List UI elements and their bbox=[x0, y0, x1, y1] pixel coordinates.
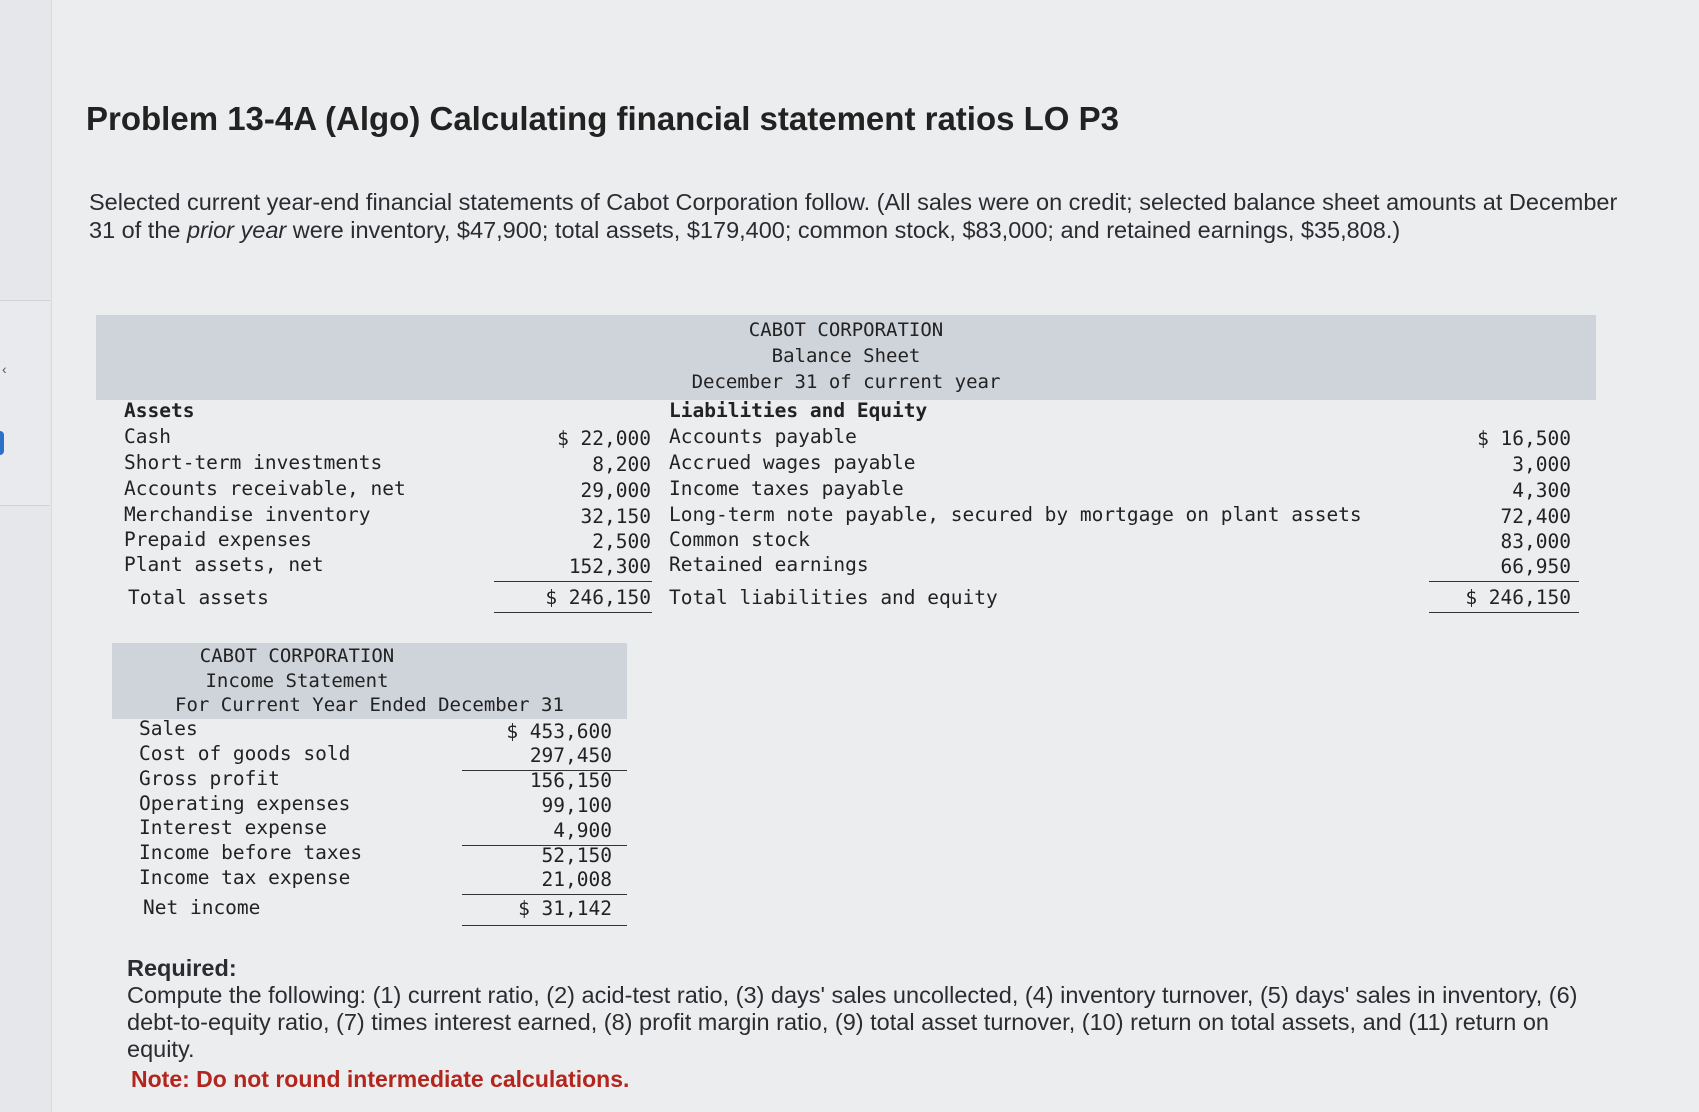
is-company: CABOT CORPORATION bbox=[199, 645, 395, 667]
is-row-value: 4,900 bbox=[553, 819, 612, 842]
problem-intro bbox=[89, 188, 1634, 244]
liability-label: Long-term note payable, secured by mortgage on plant assets bbox=[669, 503, 1362, 526]
asset-label: Plant assets, net bbox=[124, 553, 324, 576]
is-row-label: Gross profit bbox=[139, 767, 280, 790]
is-row-label: Sales bbox=[139, 717, 198, 740]
liabilities-total-rule bbox=[1429, 612, 1579, 613]
liability-value: 83,000 bbox=[1500, 530, 1571, 553]
liability-label: Retained earnings bbox=[669, 553, 869, 576]
liability-value: 72,400 bbox=[1500, 505, 1571, 528]
is-rule-total bbox=[462, 925, 627, 926]
balance-sheet-header bbox=[96, 315, 1596, 400]
required-label: Required: bbox=[127, 955, 237, 981]
problem-title: Problem 13-4A (Algo) Calculating financial statement ratios LO P3 bbox=[86, 100, 1119, 137]
total-assets-value: $ 246,150 bbox=[545, 586, 651, 609]
liability-value: 4,300 bbox=[1512, 479, 1571, 502]
asset-value: 29,000 bbox=[580, 479, 651, 502]
asset-value: 32,150 bbox=[580, 505, 651, 528]
asset-label: Cash bbox=[124, 425, 171, 448]
left-panel-strip bbox=[0, 0, 52, 1112]
liability-value: 66,950 bbox=[1500, 555, 1571, 578]
asset-value: $ 22,000 bbox=[557, 427, 651, 450]
is-row-value: $ 453,600 bbox=[506, 720, 612, 743]
bs-company: CABOT CORPORATION bbox=[748, 319, 944, 341]
intro-text-2: were inventory, $47,900; total assets, $179,400; common stock, $83,000; and retained earnings, $35,808.) bbox=[286, 217, 1401, 243]
liability-label: Common stock bbox=[669, 528, 810, 551]
is-row-label: Net income bbox=[143, 896, 261, 919]
is-row-value: 21,008 bbox=[541, 868, 612, 891]
assets-subtotal-rule bbox=[494, 581, 652, 582]
asset-label: Merchandise inventory bbox=[124, 503, 371, 526]
intro-text-1: Selected current year-end financial statements of Cabot Corporation follow. (All sales were on credit; selected balance sheet amounts at December 31 of the bbox=[89, 189, 1618, 243]
side-tab[interactable] bbox=[0, 300, 50, 506]
is-rule-net bbox=[462, 894, 627, 895]
income-statement bbox=[112, 643, 632, 933]
asset-value: 152,300 bbox=[568, 555, 651, 578]
asset-value: 8,200 bbox=[592, 453, 651, 476]
liability-label: Income taxes payable bbox=[669, 477, 904, 500]
total-liabilities-label: Total liabilities and equity bbox=[669, 586, 998, 609]
liabilities-subtotal-rule bbox=[1429, 581, 1579, 582]
is-row-label: Operating expenses bbox=[139, 792, 351, 815]
is-row-label: Income before taxes bbox=[139, 841, 363, 864]
indicator-icon bbox=[0, 431, 4, 455]
asset-value: 2,500 bbox=[592, 530, 651, 553]
bs-date: December 31 of current year bbox=[691, 371, 1001, 393]
is-row-value: 99,100 bbox=[541, 794, 612, 817]
is-row-value: $ 31,142 bbox=[518, 897, 612, 920]
note-text: Note: Do not round intermediate calculations. bbox=[131, 1066, 630, 1092]
bs-statement: Balance Sheet bbox=[771, 345, 921, 367]
is-row-value: 156,150 bbox=[529, 769, 612, 792]
is-statement: Income Statement bbox=[205, 670, 389, 692]
is-row-label: Income tax expense bbox=[139, 866, 351, 889]
total-liabilities-value: $ 246,150 bbox=[1465, 586, 1571, 609]
is-period: For Current Year Ended December 31 bbox=[175, 694, 564, 716]
total-assets-label: Total assets bbox=[128, 586, 269, 609]
balance-sheet bbox=[96, 315, 1596, 615]
chevron-icon: ‹ bbox=[2, 361, 7, 377]
assets-total-rule bbox=[494, 612, 652, 613]
is-row-value: 52,150 bbox=[541, 844, 612, 867]
income-statement-header bbox=[112, 643, 627, 719]
liabilities-header: Liabilities and Equity bbox=[669, 399, 928, 422]
is-row-label: Interest expense bbox=[139, 816, 327, 839]
is-row-label: Cost of goods sold bbox=[139, 742, 351, 765]
assets-header: Assets bbox=[124, 399, 195, 422]
liability-label: Accounts payable bbox=[669, 425, 857, 448]
liability-value: 3,000 bbox=[1512, 453, 1571, 476]
required-section bbox=[127, 955, 1587, 1063]
required-text: Compute the following: (1) current ratio, (2) acid-test ratio, (3) days' sales uncollected, (4) inventory turnover, (5) days' sales in inventory, (6) debt-to-equity ratio, (7) times interest earned, (8) profit margin ratio, (9) total asset turnover, (10) return on total assets, and (11) return on equity. bbox=[127, 982, 1578, 1062]
intro-emphasis: prior year bbox=[187, 217, 287, 243]
liability-label: Accrued wages payable bbox=[669, 451, 916, 474]
is-row-value: 297,450 bbox=[529, 744, 612, 767]
asset-label: Short-term investments bbox=[124, 451, 383, 474]
asset-label: Prepaid expenses bbox=[124, 528, 312, 551]
asset-label: Accounts receivable, net bbox=[124, 477, 406, 500]
liability-value: $ 16,500 bbox=[1477, 427, 1571, 450]
